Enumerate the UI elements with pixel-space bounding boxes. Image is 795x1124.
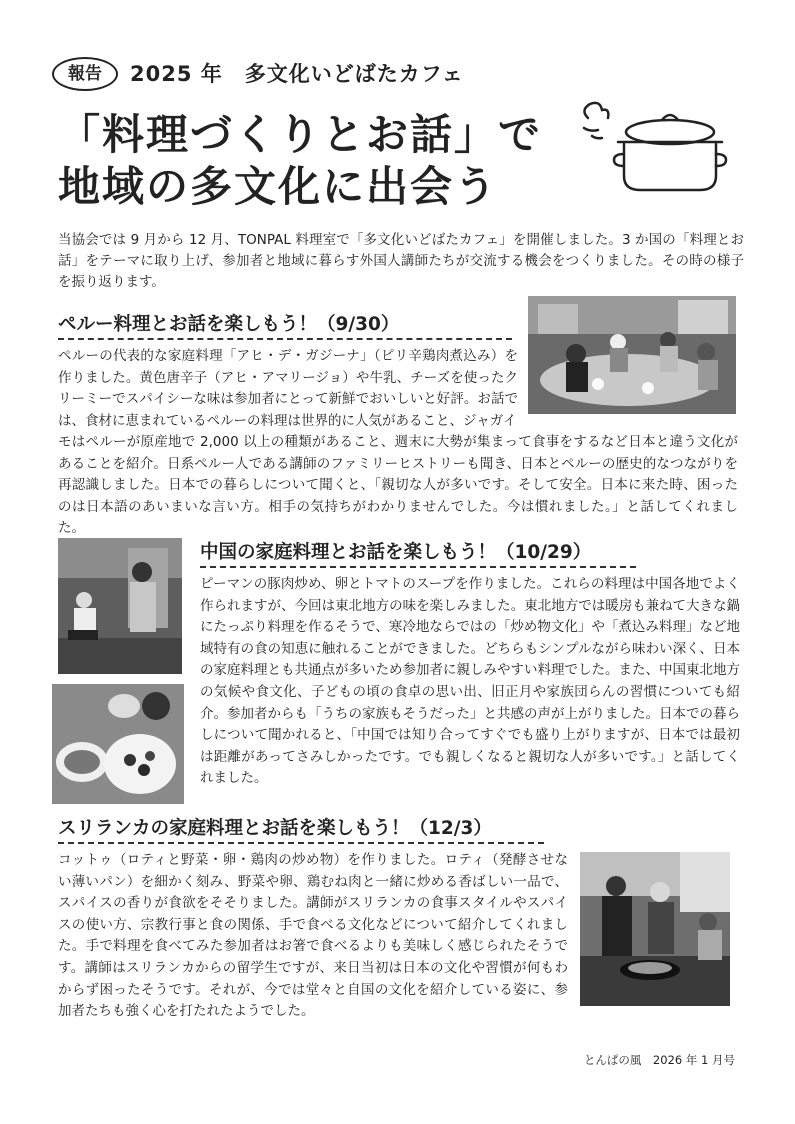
section-heading-peru: ペルー料理とお話を楽しもう！（9/30） <box>58 314 400 335</box>
section-divider <box>58 842 544 844</box>
section-body-srilanka: コットゥ（ロティと野菜・卵・鶏肉の炒め物）を作りました。ロティ（発酵させない薄いパン）を細かく刻み、野菜や卵、鶏むね肉と一緒に炒める香ばしい一品で、スパイスの香りが食欲をそそりました。講師がスリランカの食事スタイルやスパイスの使い方、宗教行事と食の関係、手で食べる文化などについて紹介してくれました。手で料理を食べてみた参加者はお箸で食べるよりも美味しく感じられたそうです。講師はスリランカからの留学生ですが、来日当初は日本の文化や習慣が何もわからず困ったそうです。それが、今では堂々と自国の文化を紹介している姿に、参加者たちも強く心を打たれたようでした。 <box>58 852 568 1020</box>
footer-issue: とんぱの風 2026 年 1 月号 <box>583 1053 735 1067</box>
cooking-pot-icon <box>570 98 730 198</box>
intro-paragraph: 当協会では 9 月から 12 月、TONPAL 料理室で「多文化いどばたカフェ」を開催しました。3 か国の「料理とお話」をテーマに取り上げ、参加者と地域に暮らす外国人講師たちが交流する機会をつくりました。その時の様子を振り返ります。 <box>58 232 744 290</box>
section-body-peru-bottom: モはペルーが原産地で 2,000 以上の種類があること、週末に大勢が集まって食事をするなど日本と違う文化があることを紹介。日系ペルー人である講師のファミリーヒストリーも聞き、日本とペルーの歴史的なつながりを再認識しました。日本での暮らしについて聞くと、「親切な人が多いです。そして安全。日本に来た時、困ったのは日本語のあいまいな言い方。相手の気持ちがわかりませんでした。今は慣れました。」と話してくれました。 <box>58 434 738 537</box>
photo-srilanka-cooking <box>580 852 730 1006</box>
section-body-china: ピーマンの豚肉炒め、卵とトマトのスープを作りました。これらの料理は中国各地でよく作られますが、今回は東北地方の味を楽しみました。東北地方では暖房も兼ねて大きな鍋にたっぷり料理を作るそうで、寒冷地ならではの「炒め物文化」や「煮込み料理」など地域特有の食の知恵に触れることができました。どちらもシンプルながら味わい深く、日本の家庭料理とも共通点が多いため参加者に親しみやすい料理でした。また、中国東北地方の気候や食文化、子どもの頃の食卓の思い出、旧正月や家族団らんの習慣についても紹介。参加者からも「うちの家族もそうだった」と共感の声が上がりました。日本での暮らしについて聞かれると、「中国では知り合ってすぐでも盛り上がりますが、日本では最初は距離があってさみしかったです。でも親しくなると親切な人が多いです。」と話してくれました。 <box>200 576 740 787</box>
photo-peru-cooking <box>528 296 736 414</box>
section-heading-srilanka: スリランカの家庭料理とお話を楽しもう！（12/3） <box>58 818 492 839</box>
section-divider <box>200 566 636 568</box>
section-body-peru-top: ペルーの代表的な家庭料理「アヒ・デ・ガジーナ」（ピリ辛鶏肉煮込み）を作りました。黄色唐辛子（アヒ・アマリージョ）や牛乳、チーズを使ったクリーミーでスパイシーな味は参加者にとって新鮮でおいしいと好評。お話では、食材に恵まれているペルーの料理は世界的に人気があること、ジャガイ <box>58 348 518 429</box>
photo-china-instructor <box>58 538 182 674</box>
section-divider <box>58 338 512 340</box>
page-title-line-1: 「料理づくりとお話」で <box>58 110 543 159</box>
report-badge: 報告 <box>52 57 118 91</box>
photo-china-dishes <box>52 684 184 804</box>
section-heading-china: 中国の家庭料理とお話を楽しもう！（10/29） <box>200 542 592 563</box>
page-subtitle: 2025 年 多文化いどばたカフェ <box>130 62 464 86</box>
page-title-line-2: 地域の多文化に出会う <box>58 162 499 211</box>
